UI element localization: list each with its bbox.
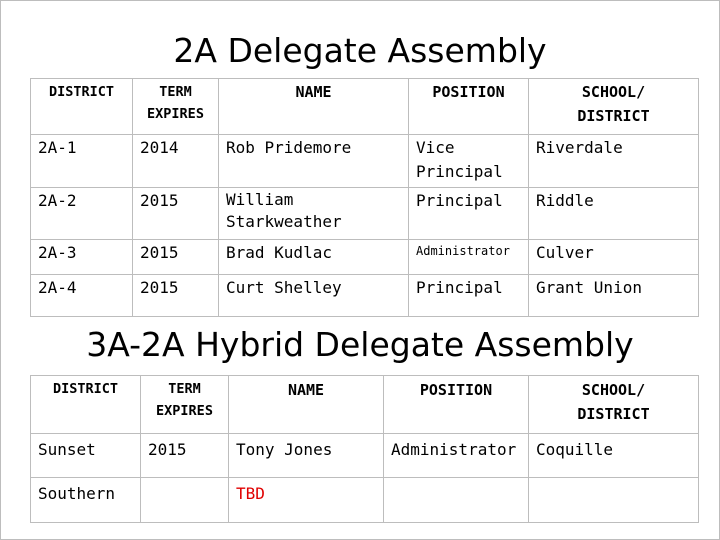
cell-name: Tony Jones: [229, 434, 384, 478]
cell-position: Principal: [409, 275, 529, 317]
cell-term: 2015: [133, 275, 219, 317]
cell-district: 2A-4: [31, 275, 133, 317]
cell-term: 2015: [133, 240, 219, 275]
cell-term: 2015: [133, 188, 219, 240]
delegate-table-2a: [30, 78, 699, 317]
cell-district: Sunset: [31, 434, 141, 478]
section-title-3a-2a-hybrid: 3A-2A Hybrid Delegate Assembly: [86, 325, 634, 364]
header-term-expires: TERM EXPIRES: [133, 79, 219, 135]
cell-name: Rob Pridemore: [219, 135, 409, 188]
cell-position: Administrator: [409, 240, 529, 275]
cell-school: Riverdale: [529, 135, 699, 188]
header-district: DISTRICT: [31, 376, 141, 434]
cell-school: Grant Union: [529, 275, 699, 317]
table-header-row: [31, 376, 699, 434]
cell-name: William Starkweather: [219, 188, 409, 240]
table-row: [31, 275, 699, 317]
header-district: DISTRICT: [31, 79, 133, 135]
cell-district: 2A-2: [31, 188, 133, 240]
header-school-district: SCHOOL/ DISTRICT: [529, 79, 699, 135]
table-row: [31, 188, 699, 240]
cell-district: 2A-3: [31, 240, 133, 275]
header-position: POSITION: [384, 376, 529, 434]
cell-position: Vice Principal: [409, 135, 529, 188]
section-title-2a: 2A Delegate Assembly: [173, 31, 547, 70]
header-name: NAME: [229, 376, 384, 434]
cell-district: 2A-1: [31, 135, 133, 188]
table-header-row: [31, 79, 699, 135]
cell-term: [141, 478, 229, 523]
table-row: [31, 478, 699, 523]
cell-term: 2015: [141, 434, 229, 478]
table-row: [31, 240, 699, 275]
cell-school: Culver: [529, 240, 699, 275]
table-row: [31, 135, 699, 188]
cell-position: Principal: [409, 188, 529, 240]
cell-school: Coquille: [529, 434, 699, 478]
cell-school: [529, 478, 699, 523]
cell-position: Administrator: [384, 434, 529, 478]
cell-name: Brad Kudlac: [219, 240, 409, 275]
cell-school: Riddle: [529, 188, 699, 240]
header-school-district: SCHOOL/ DISTRICT: [529, 376, 699, 434]
cell-name-tbd: TBD: [229, 478, 384, 523]
cell-name: Curt Shelley: [219, 275, 409, 317]
cell-position: [384, 478, 529, 523]
cell-term: 2014: [133, 135, 219, 188]
table-row: [31, 434, 699, 478]
header-name: NAME: [219, 79, 409, 135]
header-position: POSITION: [409, 79, 529, 135]
header-term-expires: TERM EXPIRES: [141, 376, 229, 434]
cell-district: Southern: [31, 478, 141, 523]
delegate-table-3a-2a: [30, 375, 699, 523]
